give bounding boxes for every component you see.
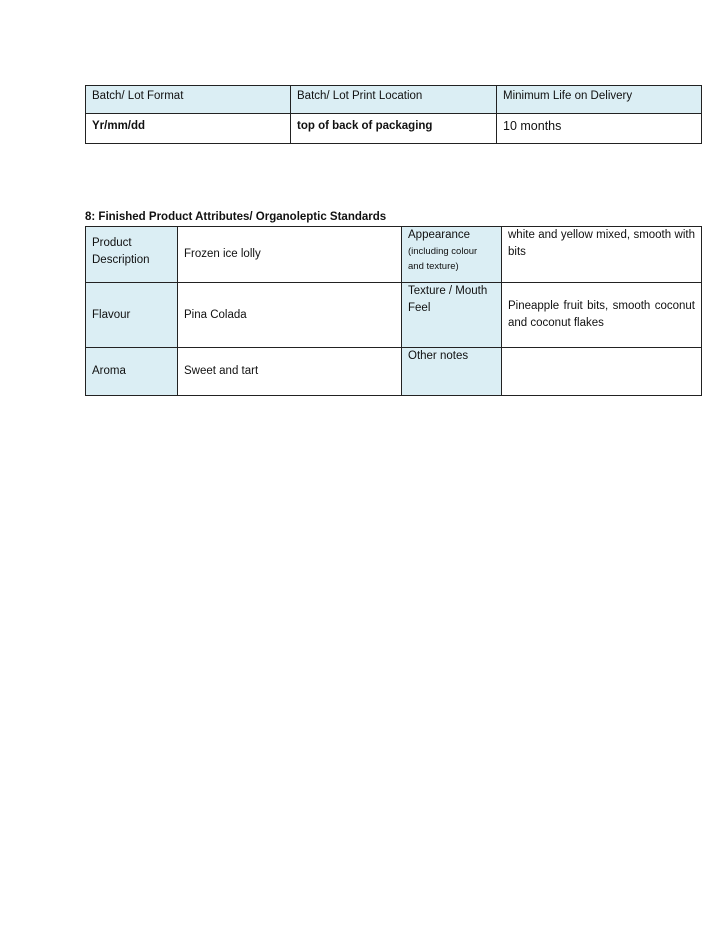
aroma-value: Sweet and tart <box>178 348 402 396</box>
texture-value: Pineapple fruit bits, smooth coconut and coconut flakes <box>502 283 702 348</box>
aroma-label: Aroma <box>86 348 178 396</box>
batch-lot-table <box>85 85 702 144</box>
print-location-header: Batch/ Lot Print Location <box>291 86 497 114</box>
table-row <box>86 86 702 114</box>
texture-label: Texture / Mouth Feel <box>402 283 502 348</box>
appearance-value: white and yellow mixed, smooth with bits <box>502 227 702 283</box>
batch-format-header: Batch/ Lot Format <box>86 86 291 114</box>
min-life-value: 10 months <box>497 114 702 144</box>
product-description-value: Frozen ice lolly <box>178 227 402 283</box>
table-row <box>86 114 702 144</box>
section-heading: 8: Finished Product Attributes/ Organoleptic Standards <box>85 211 387 223</box>
other-notes-label: Other notes <box>402 348 502 396</box>
attributes-table <box>85 226 702 396</box>
table-row <box>86 227 702 283</box>
appearance-sublabel: (including colour and texture) <box>408 246 478 272</box>
appearance-label-text: Appearance <box>408 229 471 241</box>
appearance-label <box>402 227 502 283</box>
min-life-header: Minimum Life on Delivery <box>497 86 702 114</box>
table-row <box>86 348 702 396</box>
table-row <box>86 283 702 348</box>
batch-format-value: Yr/mm/dd <box>86 114 291 144</box>
print-location-value: top of back of packaging <box>291 114 497 144</box>
product-description-label <box>86 227 178 283</box>
product-description-label-text: Product Description <box>92 237 150 266</box>
flavour-label: Flavour <box>86 283 178 348</box>
flavour-value: Pina Colada <box>178 283 402 348</box>
other-notes-value <box>502 348 702 396</box>
